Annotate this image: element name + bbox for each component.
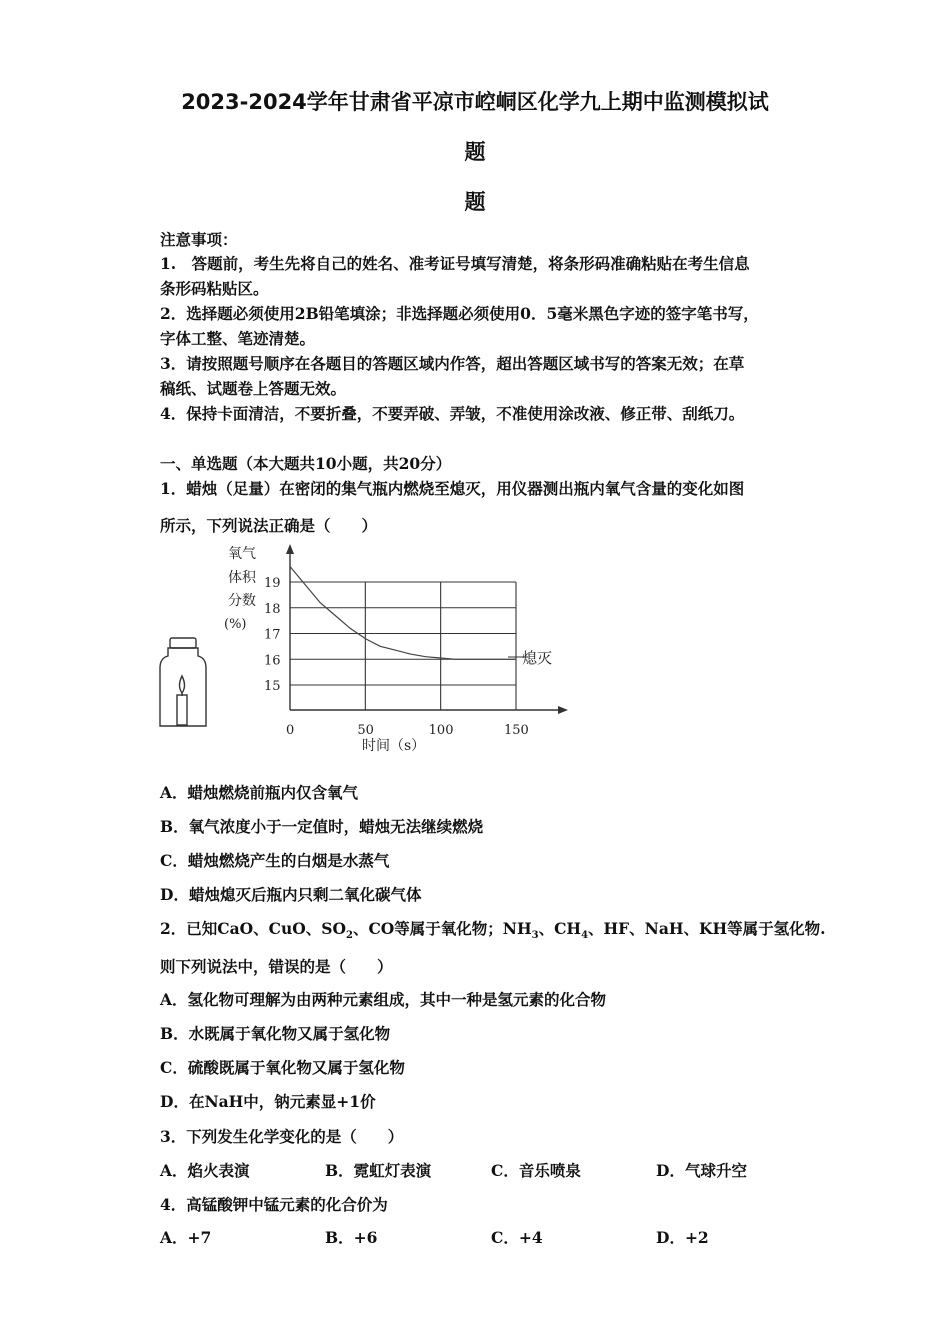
q3-option-d: D．气球升空 xyxy=(656,1161,747,1180)
notice-line: 1. 答题前，考生先将自己的姓名、准考证号填写清楚，将条形码准确粘贴在考生信息 xyxy=(160,254,750,273)
q4-option-a: A．+7 xyxy=(160,1228,212,1247)
y-axis-label-line: 体积 xyxy=(228,570,256,586)
q1-option-b: B．氧气浓度小于一定值时，蜡烛无法继续燃烧 xyxy=(160,817,484,836)
q2-option-d: D．在NaH中，钠元素显+1价 xyxy=(160,1092,376,1111)
notice-line: 字体工整、笔迹清楚。 xyxy=(160,329,316,348)
annotation-label: 熄灭 xyxy=(522,649,553,667)
notice-line: 2．选择题必须使用2B铅笔填涂；非选择题必须使用0．5毫米黑色字迹的签字笔书写， xyxy=(160,304,759,323)
q4-stem: 4．高锰酸钾中锰元素的化合价为 xyxy=(160,1195,388,1214)
y-axis-label-line: 氧气 xyxy=(228,546,256,562)
y-tick-label: 17 xyxy=(264,627,281,643)
notice-line: 3．请按照题号顺序在各题目的答题区域内作答，超出答题区域书写的答案无效；在草 xyxy=(160,354,745,373)
q2-option-a: A．氢化物可理解为由两种元素组成，其中一种是氢元素的化合物 xyxy=(160,990,607,1009)
q4-option-d: D．+2 xyxy=(656,1228,709,1247)
q3-option-b: B．霓虹灯表演 xyxy=(325,1161,432,1180)
q2-stem-cont: 则下列说法中，错误的是（ ） xyxy=(160,957,393,976)
section-heading: 一、单选题（本大题共10小题，共20分） xyxy=(160,454,452,473)
page-title: 2023-2024学年甘肃省平凉市崆峒区化学九上期中监测模拟试 xyxy=(181,90,769,114)
page-title-cont-2: 题 xyxy=(464,190,486,214)
y-tick-label: 19 xyxy=(264,576,281,591)
y-tick-label: 16 xyxy=(264,653,281,669)
q1-stem-cont: 所示，下列说法正确是（ ） xyxy=(160,516,378,535)
q1-option-d: D．蜡烛熄灭后瓶内只剩二氧化碳气体 xyxy=(160,885,422,904)
x-tick-label: 50 xyxy=(357,723,374,738)
q4-option-b: B．+6 xyxy=(325,1228,378,1247)
x-axis-arrow xyxy=(558,706,568,714)
notice-line: 4．保持卡面清洁，不要折叠，不要弄破、弄皱，不准使用涂改液、修正带、刮纸刀。 xyxy=(160,404,745,423)
q3-option-c: C．音乐喷泉 xyxy=(491,1161,581,1180)
oxygen-series-line xyxy=(290,567,516,660)
page-title-cont: 题 xyxy=(464,140,486,164)
x-tick-label: 150 xyxy=(504,723,529,738)
x-tick-label: 100 xyxy=(428,723,454,738)
y-tick-label: 15 xyxy=(264,679,281,694)
notice-heading: 注意事项： xyxy=(160,230,238,249)
bottle-candle-icon xyxy=(160,638,206,726)
q1-option-a: A．蜡烛燃烧前瓶内仅含氧气 xyxy=(160,783,359,802)
x-axis-label: 时间（s） xyxy=(362,738,426,754)
y-axis-label-line: 分数 xyxy=(228,593,256,609)
notice-line: 稿纸、试题卷上答题无效。 xyxy=(160,379,347,398)
q3-option-a: A．焰火表演 xyxy=(160,1161,250,1180)
y-axis-arrow xyxy=(286,544,294,554)
y-axis-label-line: (%) xyxy=(224,617,247,632)
q2-option-b: B．水既属于氧化物又属于氢化物 xyxy=(160,1024,391,1043)
notice-line: 条形码粘贴区。 xyxy=(160,279,269,298)
q3-stem: 3．下列发生化学变化的是（ ） xyxy=(160,1127,404,1146)
q1-option-c: C．蜡烛燃烧产生的白烟是水蒸气 xyxy=(160,851,390,870)
x-tick-label: 0 xyxy=(286,723,295,738)
q1-stem: 1．蜡烛（足量）在密闭的集气瓶内燃烧至熄灭，用仪器测出瓶内氧气含量的变化如图 xyxy=(160,479,745,498)
q2-stem: 2．已知CaO、CuO、$SO_2$、CO等属于氧化物；$NH_3$、$CH_4$、HF、NaH、KH等属于氢化物. xyxy=(160,919,826,942)
q4-option-c: C．+4 xyxy=(491,1228,543,1247)
q2-option-c: C．硫酸既属于氧化物又属于氢化物 xyxy=(160,1058,405,1077)
q1-chart-figure xyxy=(150,540,580,765)
y-tick-label: 18 xyxy=(264,601,281,617)
